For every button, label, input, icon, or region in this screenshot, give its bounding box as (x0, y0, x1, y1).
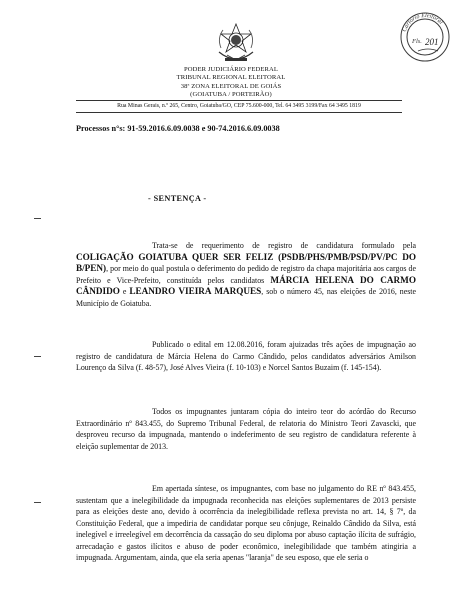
margin-mark (34, 356, 41, 357)
header-line-2: TRIBUNAL REGIONAL ELEITORAL (176, 74, 286, 82)
address-line: Rua Minas Gerais, n.º 265, Centro, Goiatuba/GO, CEP 75.600-000, Tel. 64 3495 3199/Fax 64 3495 1819 (76, 100, 402, 113)
p4-text: Em apertada síntese, os impugnantes, com base no julgamento do RE nº 843.455, sustentam que a inelegibilidade da impugnada reconhecida nas eleições suplementares de 2013 persiste para as eleições deste ano, devido à ocorrência da inelegibilidade reflexa prevista no art. 14, § 7º, da Constituição Federal, que a impediria de candidatar porque seu cônjuge, Reinaldo Cândido da Silva, está inelegível e irreelegível em decorrência da cassação do seu diploma por abuso captação ilícita de sufrágio, arrecadação e gastos ilícitos e abuso de poder econômico, inelegibilidade que também atingiria a impugnada. Argumentam, ainda, que ela seria apenas "laranja" de seu esposo, que ele seria o (76, 484, 416, 562)
p1-intro: Trata-se de requerimento de registro de candidatura formulado pela (152, 241, 416, 250)
p1-candidate-1: MÁRCIA HELENA DO CARMO CÂNDIDO (76, 274, 416, 296)
coat-of-arms-emblem (213, 22, 259, 68)
p2-text: Publicado o edital em 12.08.2016, foram ajuizadas três ações de impugnação ao registro de candidatura de Márcia Helena do Carmo Cândido, pelos candidatos adversários Amilson Lourenço da Silva (f. 48-57), José Alves Vieira (f. 10-103) e Norcel Santos Buzaim (f. 145-154). (76, 340, 416, 372)
p1-candidate-2: LEANDRO VIEIRA MARQUES (129, 286, 262, 296)
court-header (0, 66, 462, 100)
p1-body: , por meio do qual postula o deferimento do pedido de registro da chapa majoritária aos cargos de Prefeito e Vice-Prefeito, constituída pelos candidatos (76, 264, 416, 285)
header-line-4: (GOIATUBA / PORTEIRÃO) (190, 91, 272, 99)
margin-mark (34, 218, 41, 219)
paragraph-2 (76, 339, 416, 374)
registry-stamp (394, 6, 456, 68)
p1-and: e (122, 287, 127, 296)
svg-text:201: 201 (425, 37, 439, 47)
paragraph-4 (76, 483, 416, 564)
svg-text:Fls.: Fls. (412, 38, 422, 45)
paragraph-1 (76, 240, 416, 309)
header-line-1: PODER JUDICIÁRIO FEDERAL (184, 66, 278, 73)
margin-mark (34, 502, 41, 503)
header-line-3: 38ª ZONA ELEITORAL DE GOIÁS (180, 82, 282, 90)
p1-end: , sob o número 45, nas eleições de 2016, neste Município de Goiatuba. (76, 287, 416, 308)
svg-text:Cartório Eleitoral: Cartório Eleitoral (401, 12, 444, 33)
paragraph-3 (76, 406, 416, 452)
case-numbers: Processos n°s: 91-59.2016.6.09.0038 e 90-74.2016.6.09.0038 (76, 124, 280, 133)
document-title: - SENTENÇA - (148, 194, 207, 203)
p1-coalition: COLIGAÇÃO GOIATUBA QUER SER FELIZ (PSDB/PHS/PMB/PSD/PV/PC DO B/PEN) (76, 251, 416, 273)
p3-text: Todos os impugnantes juntaram cópia do inteiro teor do acórdão do Recurso Extraordinário nº 843.455, do Supremo Tribunal Federal, de relatoria do Ministro Teori Zavascki, que desproveu recurso da impugnada, mantendo o indeferimento de seu registro de candidatura referente à eleição suplementar de 2013. (76, 407, 416, 451)
